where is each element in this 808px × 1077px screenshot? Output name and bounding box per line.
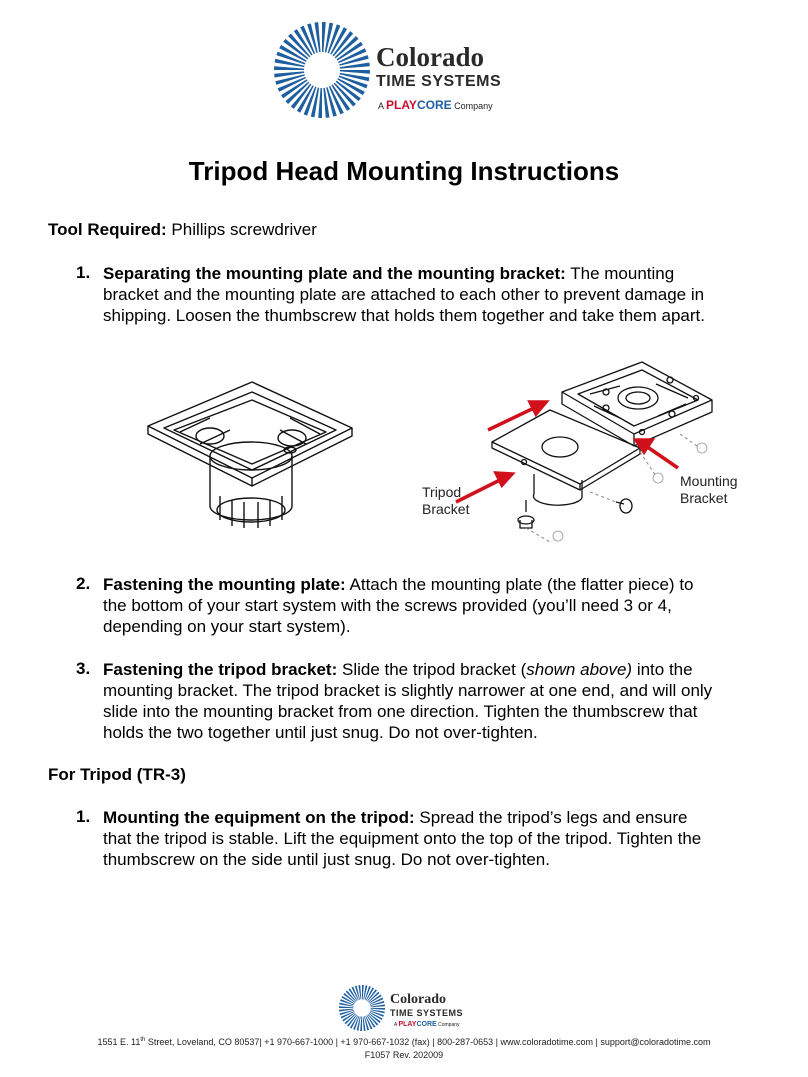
sunburst-ray bbox=[339, 1006, 353, 1008]
footer-address: 1551 E. 11th Street, Loveland, CO 80537| +1 970-667-1000 | +1 970-667-1032 (fax) | 800-287-0653 | www.coloradotime.com | support@coloradotime.com bbox=[97, 1037, 711, 1047]
step-1-heading: Separating the mounting plate and the mounting bracket: bbox=[103, 264, 566, 283]
step-3-heading: Fastening the tripod bracket: bbox=[103, 660, 338, 679]
step-3-line1-pre: Slide the tripod bracket ( bbox=[341, 660, 527, 679]
footer-brand-colorado: Colorado bbox=[390, 992, 446, 1007]
step-2 bbox=[103, 574, 783, 637]
page-title: Tripod Head Mounting Instructions bbox=[188, 156, 620, 186]
sunburst-ray bbox=[360, 1017, 362, 1031]
step-1-number: 1. bbox=[76, 263, 91, 282]
tool-required-value: Phillips screwdriver bbox=[171, 220, 317, 239]
brand-name-colorado: Colorado bbox=[376, 42, 484, 72]
step-3 bbox=[103, 659, 783, 743]
tool-required-label: Tool Required: bbox=[48, 220, 167, 239]
tripod-step-1-number: 1. bbox=[76, 807, 91, 826]
step-1-line2: bracket and the mounting plate are attached to each other to prevent damage in bbox=[103, 285, 705, 304]
sunburst-ray bbox=[318, 88, 322, 118]
step-1-line1: The mounting bbox=[570, 264, 675, 283]
step-2-number: 2. bbox=[76, 574, 91, 593]
sunburst-ray bbox=[370, 1009, 384, 1013]
step-3-line4: holds the two together until just snug. Do not over-tighten. bbox=[103, 723, 538, 742]
sunburst-ray bbox=[340, 70, 370, 74]
tool-required bbox=[48, 219, 317, 240]
footer-sunburst-logo-icon bbox=[338, 984, 386, 1032]
brand-name-time-systems: TIME SYSTEMS bbox=[376, 73, 502, 90]
step-3-line3: slide into the mounting bracket from one direction. Tighten the thumbscrew that bbox=[103, 702, 698, 721]
step-3-line1-italic: shown above) bbox=[526, 660, 633, 679]
section-tripod-heading: For Tripod (TR-3) bbox=[48, 765, 186, 784]
callout-mounting-bracket: Mounting Bracket bbox=[680, 473, 738, 506]
sunburst-ray bbox=[363, 985, 367, 999]
assembled-bracket-illustration bbox=[140, 378, 380, 538]
step-3-line2: mounting bracket. The tripod bracket is slightly narrower at one end, and will only bbox=[103, 681, 713, 700]
step-3-number: 3. bbox=[76, 659, 91, 678]
tripod-step-1-heading: Mounting the equipment on the tripod: bbox=[103, 808, 415, 827]
step-2-line2: the bottom of your start system with the screws provided (you’ll need 3 or 4, bbox=[103, 596, 672, 615]
brand-tagline: A PLAYCORE Company bbox=[378, 98, 493, 112]
step-1 bbox=[103, 263, 783, 326]
tripod-step-1-line2: that the tripod is stable. Lift the equipment onto the top of the tripod. Tighten the bbox=[103, 829, 702, 848]
sunburst-ray bbox=[357, 1016, 361, 1030]
footer-logo bbox=[338, 984, 498, 1034]
step-3-line1-post: into the bbox=[632, 660, 693, 679]
step-2-heading: Fastening the mounting plate: bbox=[103, 575, 346, 594]
sunburst-ray bbox=[274, 66, 304, 70]
callout-tripod-bracket: Tripod Bracket bbox=[422, 484, 470, 517]
sunburst-ray bbox=[339, 1003, 353, 1007]
footer-form-number: F1057 Rev. 202009 bbox=[364, 1050, 444, 1060]
tripod-step-1-line1: Spread the tripod’s legs and ensure bbox=[419, 808, 688, 827]
header-logo bbox=[272, 20, 542, 120]
footer-brand-tagline: A PLAYCORE Company bbox=[394, 1021, 460, 1028]
sunburst-ray bbox=[275, 59, 305, 67]
sunburst-ray bbox=[322, 22, 326, 52]
step-2-line3: depending on your start system). bbox=[103, 617, 351, 636]
step-1-line3: shipping. Loosen the thumbscrew that holds them together and take them apart. bbox=[103, 306, 705, 325]
exploded-bracket-illustration bbox=[410, 352, 730, 552]
footer-brand-time-systems: TIME SYSTEMS bbox=[390, 1008, 464, 1018]
sunburst-ray bbox=[371, 1008, 385, 1010]
sunburst-ray bbox=[340, 73, 370, 81]
step-2-line1: Attach the mounting plate (the flatter piece) to bbox=[349, 575, 694, 594]
sunburst-logo-icon bbox=[272, 20, 372, 120]
tripod-step-1 bbox=[103, 807, 783, 870]
sunburst-ray bbox=[362, 985, 364, 999]
sunburst-ray bbox=[325, 23, 333, 53]
tripod-step-1-line3: thumbscrew on the side until just snug. Do not over-tighten. bbox=[103, 850, 550, 869]
sunburst-ray bbox=[311, 88, 319, 118]
